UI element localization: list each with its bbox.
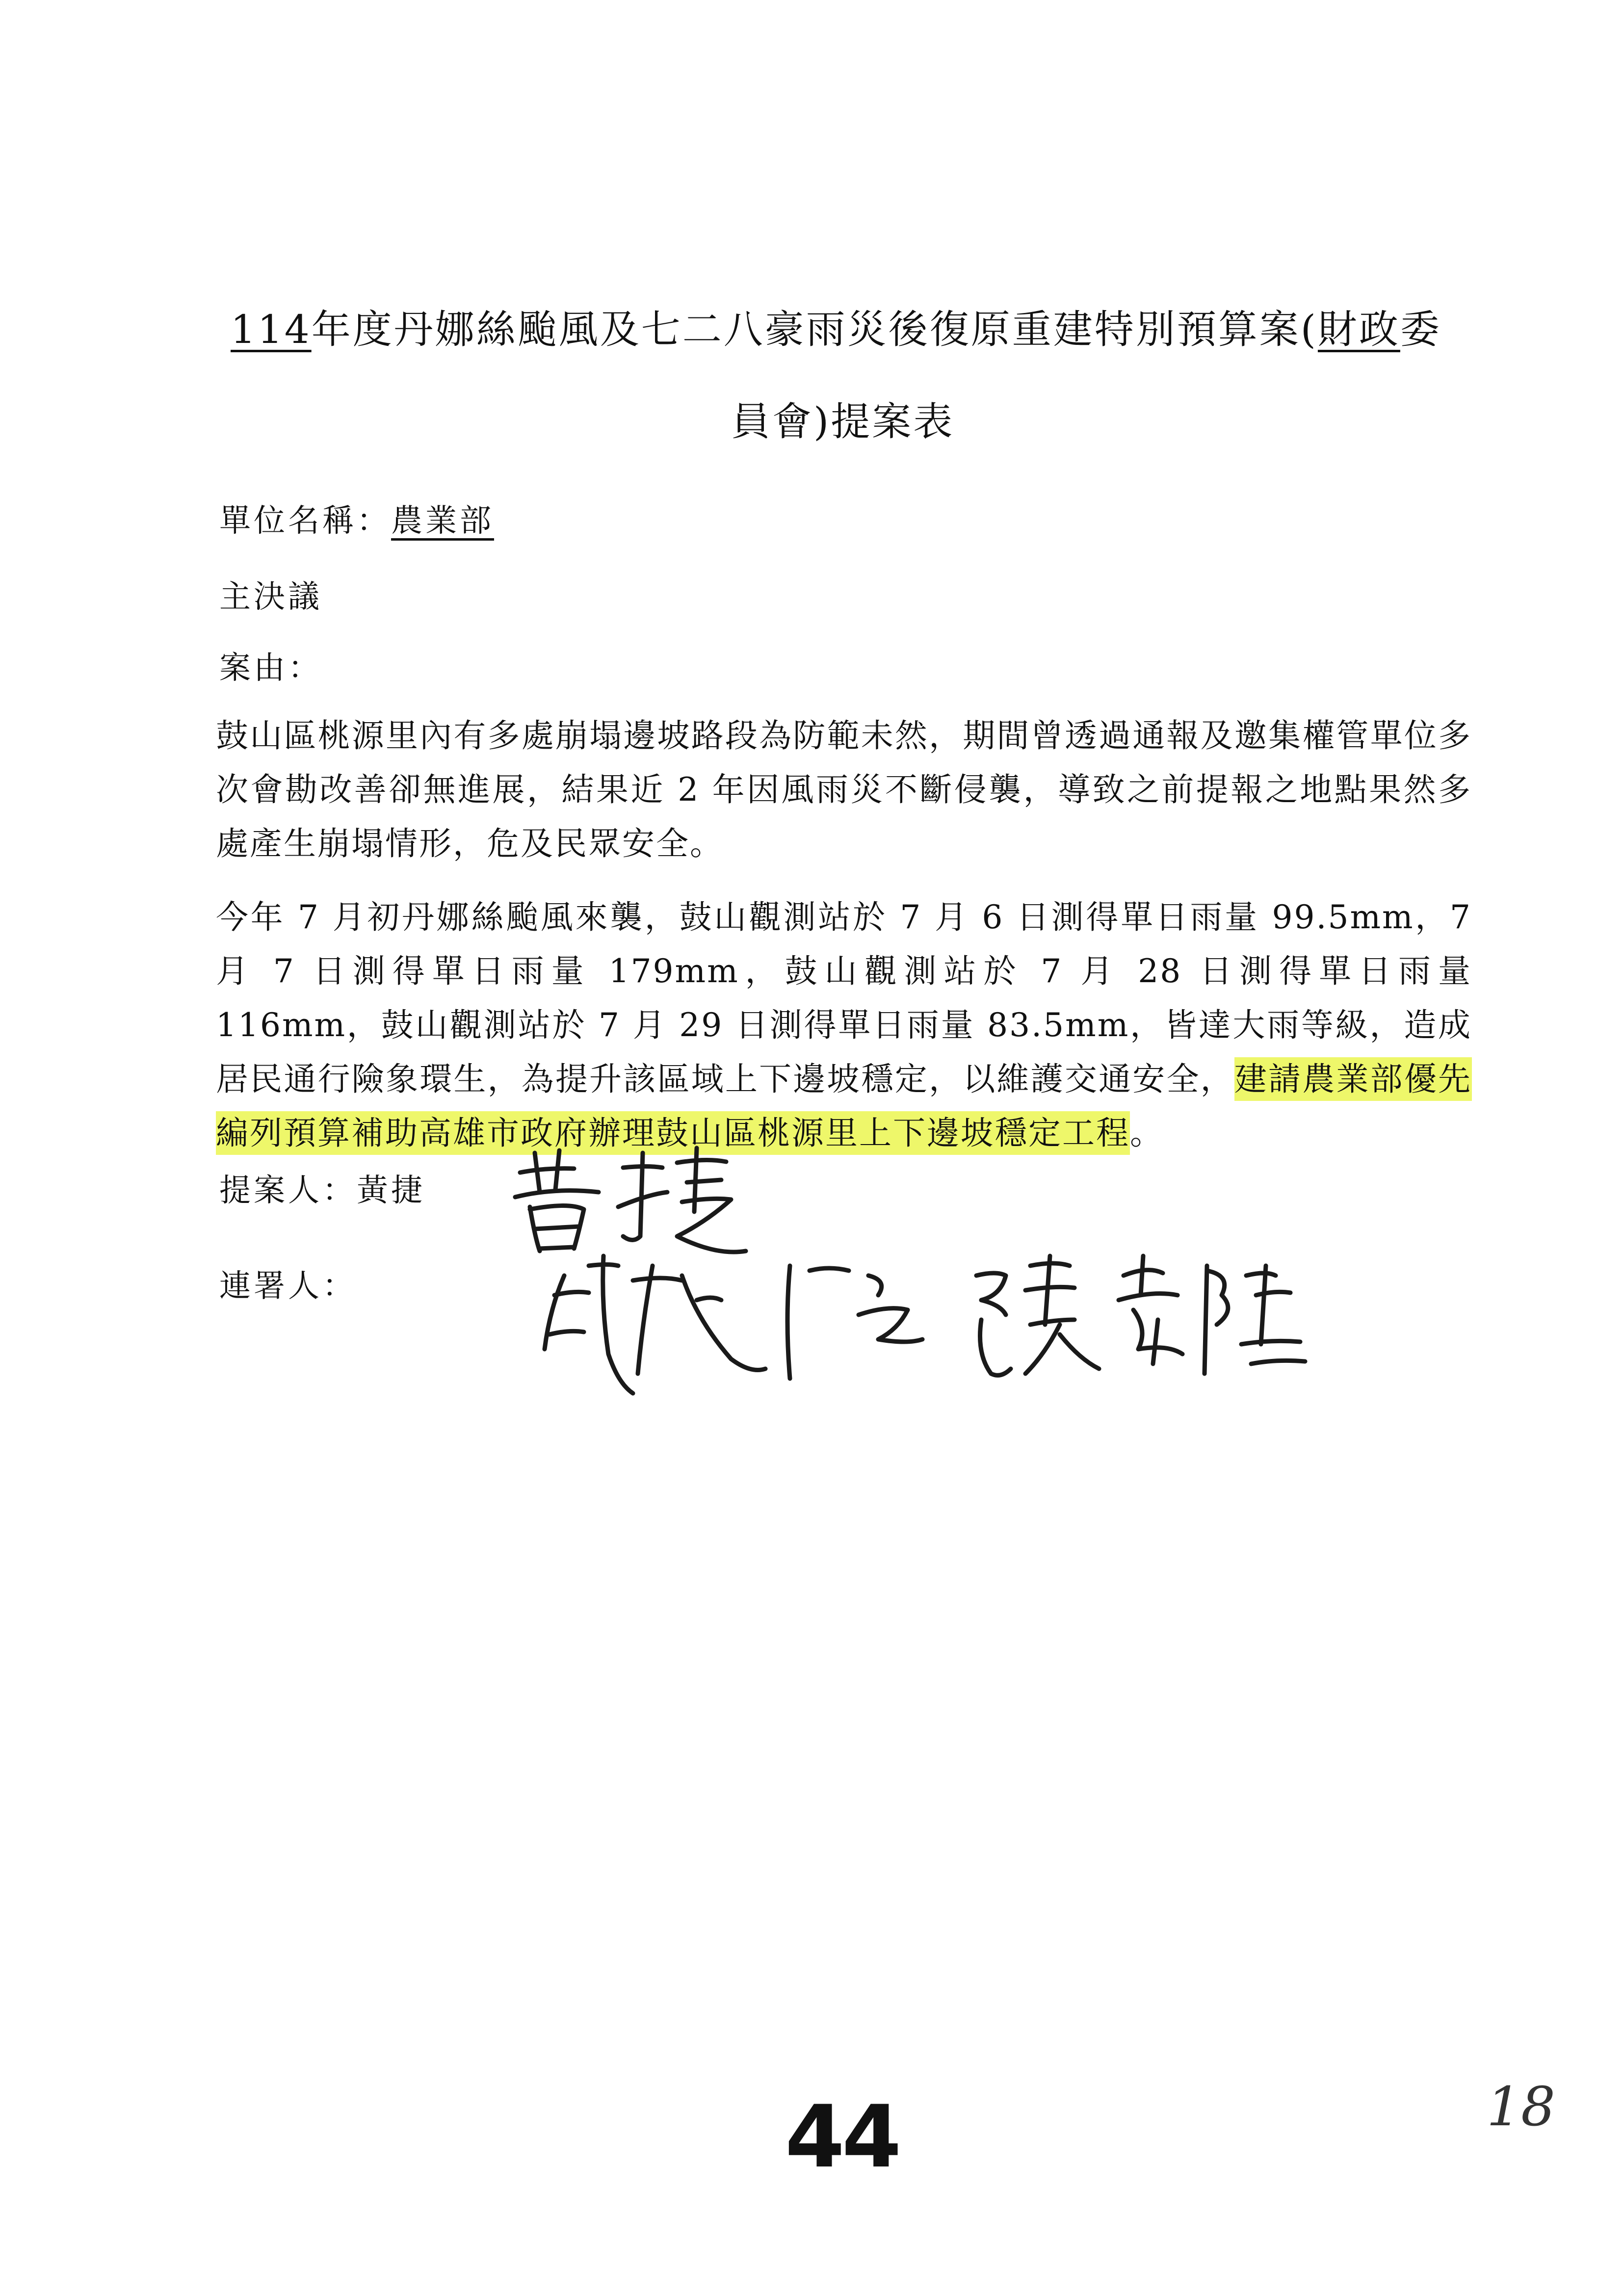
cosigner-signature-2 (962, 1246, 1315, 1393)
title-committee: 財政 (1317, 307, 1400, 352)
paragraph-2-end: 。 (1130, 1114, 1164, 1152)
reason-label: 案由： (219, 650, 322, 686)
reason-paragraph-1: 鼓山區桃源里內有多處崩塌邊坡路段為防範未然，期間曾透過通報及邀集權管單位多次會勘改善卻無進展，結果近 2 年因風雨災不斷侵襲，導致之前提報之地點果然多處產生崩塌情形，危及民眾安全。 (216, 717, 1472, 862)
handwritten-number: 18 (1487, 2075, 1555, 2138)
cosigner-label: 連署人： (219, 1268, 357, 1305)
highlighted-request: 建請農業部優先編列預算補助高雄市政府辦理鼓山區桃源里上下邊坡穩定工程 (216, 1057, 1472, 1155)
title-middle: 年度丹娜絲颱風及七二八豪雨災後復原重建特別預算案( (311, 307, 1318, 352)
unit-label: 單位名稱： (219, 503, 391, 539)
page-number: 44 (785, 2087, 899, 2187)
title-line-1 (231, 307, 1441, 352)
cosigner-signature-1 (535, 1246, 957, 1408)
reason-paragraph-2 (216, 890, 1472, 1160)
paragraph-2-text: 今年 7 月初丹娜絲颱風來襲，鼓山觀測站於 7 月 6 日測得單日雨量 99.5mm，7 月 7 日測得單日雨量 179mm，鼓山觀測站於 7 月 28 日測得單日雨量 116mm，鼓山觀測站於 7 月 29 日測得單日雨量 83.5mm，皆達大雨等級，造成居民通行險象環生，為提升該區域上下邊坡穩定，以維護交通安全， (216, 898, 1472, 1098)
title-year: 114 (231, 307, 312, 352)
title-line-2: 員會)提案表 (731, 399, 955, 444)
proposer-label: 提案人：黃捷 (219, 1173, 425, 1209)
title-end: 委 (1400, 307, 1441, 352)
unit-name-field (219, 505, 494, 537)
main-resolution: 主決議 (219, 579, 322, 615)
unit-value: 農業部 (391, 503, 494, 539)
